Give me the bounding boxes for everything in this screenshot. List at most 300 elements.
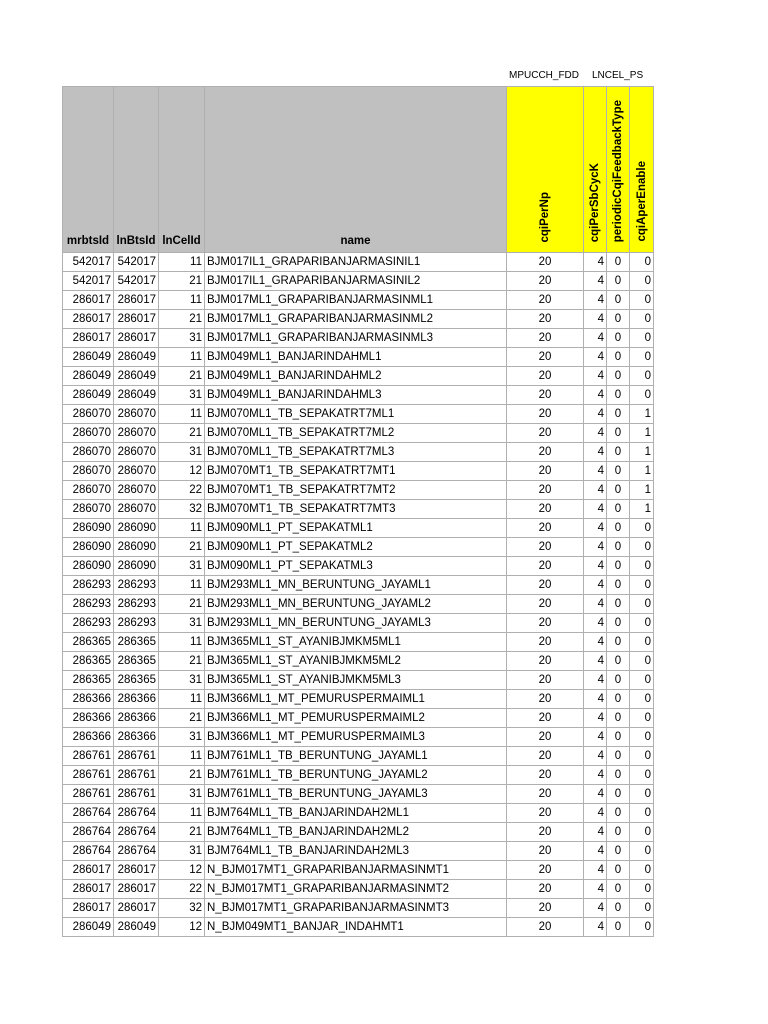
cell-mrbtsid[interactable]: 286017: [63, 310, 114, 329]
cell-mrbtsid[interactable]: 286293: [63, 614, 114, 633]
cell-cqipernp[interactable]: 20: [507, 652, 584, 671]
cell-cqipernp[interactable]: 20: [507, 576, 584, 595]
cell-lncelid[interactable]: 11: [159, 633, 205, 652]
cell-name[interactable]: BJM366ML1_MT_PEMURUSPERMAIML2: [205, 709, 507, 728]
cell-name[interactable]: BJM070MT1_TB_SEPAKATRT7MT2: [205, 481, 507, 500]
cell-lncelid[interactable]: 12: [159, 462, 205, 481]
cell-lncelid[interactable]: 31: [159, 671, 205, 690]
cell-periodiccqifeedbacktype[interactable]: 0: [607, 861, 630, 880]
cell-lncelid[interactable]: 21: [159, 310, 205, 329]
col-header-name[interactable]: name: [205, 87, 507, 253]
cell-cqipernp[interactable]: 20: [507, 747, 584, 766]
cell-lncelid[interactable]: 11: [159, 348, 205, 367]
cell-cqipernp[interactable]: 20: [507, 329, 584, 348]
cell-cqipersbcyck[interactable]: 4: [584, 538, 607, 557]
cell-lnbtsid[interactable]: 286365: [114, 652, 159, 671]
cell-cqipernp[interactable]: 20: [507, 500, 584, 519]
cell-cqiaperenable[interactable]: 0: [630, 557, 654, 576]
cell-periodiccqifeedbacktype[interactable]: 0: [607, 652, 630, 671]
cell-cqipernp[interactable]: 20: [507, 291, 584, 310]
cell-name[interactable]: BJM049ML1_BANJARINDAHML2: [205, 367, 507, 386]
cell-periodiccqifeedbacktype[interactable]: 0: [607, 424, 630, 443]
cell-cqipersbcyck[interactable]: 4: [584, 424, 607, 443]
cell-cqipernp[interactable]: 20: [507, 709, 584, 728]
cell-periodiccqifeedbacktype[interactable]: 0: [607, 386, 630, 405]
cell-cqipersbcyck[interactable]: 4: [584, 842, 607, 861]
cell-lncelid[interactable]: 12: [159, 918, 205, 937]
cell-mrbtsid[interactable]: 286070: [63, 462, 114, 481]
cell-cqipernp[interactable]: 20: [507, 614, 584, 633]
cell-cqipernp[interactable]: 20: [507, 481, 584, 500]
cell-lncelid[interactable]: 31: [159, 386, 205, 405]
cell-cqipersbcyck[interactable]: 4: [584, 348, 607, 367]
cell-periodiccqifeedbacktype[interactable]: 0: [607, 633, 630, 652]
cell-lnbtsid[interactable]: 286070: [114, 405, 159, 424]
cell-cqipernp[interactable]: 20: [507, 785, 584, 804]
cell-cqipernp[interactable]: 20: [507, 367, 584, 386]
cell-cqiaperenable[interactable]: 0: [630, 310, 654, 329]
cell-cqiaperenable[interactable]: 1: [630, 500, 654, 519]
cell-mrbtsid[interactable]: 286761: [63, 747, 114, 766]
cell-cqipernp[interactable]: 20: [507, 424, 584, 443]
cell-mrbtsid[interactable]: 286070: [63, 405, 114, 424]
cell-periodiccqifeedbacktype[interactable]: 0: [607, 405, 630, 424]
cell-name[interactable]: BJM049ML1_BANJARINDAHML1: [205, 348, 507, 367]
cell-mrbtsid[interactable]: 286049: [63, 918, 114, 937]
cell-cqiaperenable[interactable]: 0: [630, 367, 654, 386]
cell-cqipersbcyck[interactable]: 4: [584, 310, 607, 329]
cell-cqipersbcyck[interactable]: 4: [584, 614, 607, 633]
cell-lnbtsid[interactable]: 286293: [114, 576, 159, 595]
cell-name[interactable]: BJM070MT1_TB_SEPAKATRT7MT3: [205, 500, 507, 519]
cell-mrbtsid[interactable]: 286017: [63, 291, 114, 310]
cell-cqipersbcyck[interactable]: 4: [584, 823, 607, 842]
cell-periodiccqifeedbacktype[interactable]: 0: [607, 823, 630, 842]
cell-mrbtsid[interactable]: 542017: [63, 272, 114, 291]
cell-lnbtsid[interactable]: 286761: [114, 766, 159, 785]
cell-cqiaperenable[interactable]: 1: [630, 443, 654, 462]
cell-cqiaperenable[interactable]: 0: [630, 709, 654, 728]
cell-lnbtsid[interactable]: 286764: [114, 804, 159, 823]
cell-periodiccqifeedbacktype[interactable]: 0: [607, 443, 630, 462]
cell-lncelid[interactable]: 21: [159, 595, 205, 614]
cell-name[interactable]: BJM017IL1_GRAPARIBANJARMASINIL2: [205, 272, 507, 291]
cell-lncelid[interactable]: 31: [159, 329, 205, 348]
cell-periodiccqifeedbacktype[interactable]: 0: [607, 747, 630, 766]
cell-cqipernp[interactable]: 20: [507, 462, 584, 481]
cell-lnbtsid[interactable]: 286764: [114, 842, 159, 861]
cell-name[interactable]: BJM366ML1_MT_PEMURUSPERMAIML1: [205, 690, 507, 709]
table-row: [63, 405, 654, 424]
cell-name[interactable]: BJM761ML1_TB_BERUNTUNG_JAYAML1: [205, 747, 507, 766]
cell-mrbtsid[interactable]: 286070: [63, 424, 114, 443]
cell-lnbtsid[interactable]: 286761: [114, 747, 159, 766]
cell-cqiaperenable[interactable]: 0: [630, 348, 654, 367]
table-row: [63, 614, 654, 633]
cell-periodiccqifeedbacktype[interactable]: 0: [607, 785, 630, 804]
cell-lnbtsid[interactable]: 286090: [114, 557, 159, 576]
cell-cqiaperenable[interactable]: 0: [630, 253, 654, 272]
cell-cqiaperenable[interactable]: 1: [630, 405, 654, 424]
cell-cqipersbcyck[interactable]: 4: [584, 272, 607, 291]
cell-cqiaperenable[interactable]: 0: [630, 614, 654, 633]
cell-cqipersbcyck[interactable]: 4: [584, 576, 607, 595]
cell-periodiccqifeedbacktype[interactable]: 0: [607, 671, 630, 690]
cell-lnbtsid[interactable]: 286049: [114, 367, 159, 386]
cell-mrbtsid[interactable]: 286017: [63, 329, 114, 348]
cell-lncelid[interactable]: 11: [159, 291, 205, 310]
cell-cqipersbcyck[interactable]: 4: [584, 747, 607, 766]
cell-name[interactable]: N_BJM017MT1_GRAPARIBANJARMASINMT3: [205, 899, 507, 918]
cell-lnbtsid[interactable]: 286049: [114, 386, 159, 405]
cell-periodiccqifeedbacktype[interactable]: 0: [607, 481, 630, 500]
cell-mrbtsid[interactable]: 286070: [63, 443, 114, 462]
cell-cqiaperenable[interactable]: 0: [630, 842, 654, 861]
cell-lnbtsid[interactable]: 286017: [114, 310, 159, 329]
cell-lnbtsid[interactable]: 286761: [114, 785, 159, 804]
cell-mrbtsid[interactable]: 286366: [63, 728, 114, 747]
cell-lncelid[interactable]: 32: [159, 500, 205, 519]
cell-cqipersbcyck[interactable]: 4: [584, 880, 607, 899]
cell-lnbtsid[interactable]: 286017: [114, 291, 159, 310]
cell-cqipernp[interactable]: 20: [507, 519, 584, 538]
cell-cqipernp[interactable]: 20: [507, 899, 584, 918]
cell-mrbtsid[interactable]: 286090: [63, 538, 114, 557]
cell-mrbtsid[interactable]: 286070: [63, 500, 114, 519]
cell-mrbtsid[interactable]: 286049: [63, 348, 114, 367]
cell-cqiaperenable[interactable]: 0: [630, 880, 654, 899]
cell-lncelid[interactable]: 21: [159, 709, 205, 728]
cell-cqipersbcyck[interactable]: 4: [584, 329, 607, 348]
cell-cqipernp[interactable]: 20: [507, 348, 584, 367]
cell-lnbtsid[interactable]: 286366: [114, 709, 159, 728]
cell-lncelid[interactable]: 22: [159, 481, 205, 500]
cell-periodiccqifeedbacktype[interactable]: 0: [607, 253, 630, 272]
cell-name[interactable]: BJM293ML1_MN_BERUNTUNG_JAYAML1: [205, 576, 507, 595]
cell-lncelid[interactable]: 11: [159, 690, 205, 709]
cell-lncelid[interactable]: 11: [159, 519, 205, 538]
cell-lnbtsid[interactable]: 286090: [114, 538, 159, 557]
cell-cqipersbcyck[interactable]: 4: [584, 481, 607, 500]
cell-cqipernp[interactable]: 20: [507, 766, 584, 785]
cell-name[interactable]: BJM365ML1_ST_AYANIBJMKM5ML1: [205, 633, 507, 652]
cell-cqiaperenable[interactable]: 0: [630, 766, 654, 785]
cell-name[interactable]: BJM761ML1_TB_BERUNTUNG_JAYAML2: [205, 766, 507, 785]
cell-lncelid[interactable]: 21: [159, 766, 205, 785]
cell-periodiccqifeedbacktype[interactable]: 0: [607, 842, 630, 861]
cell-cqipersbcyck[interactable]: 4: [584, 690, 607, 709]
cell-cqipernp[interactable]: 20: [507, 443, 584, 462]
cell-cqipersbcyck[interactable]: 4: [584, 785, 607, 804]
cell-lnbtsid[interactable]: 286049: [114, 348, 159, 367]
cell-lncelid[interactable]: 21: [159, 823, 205, 842]
cell-cqiaperenable[interactable]: 0: [630, 823, 654, 842]
cell-periodiccqifeedbacktype[interactable]: 0: [607, 348, 630, 367]
cell-cqiaperenable[interactable]: 0: [630, 671, 654, 690]
cell-lncelid[interactable]: 22: [159, 880, 205, 899]
table-row: [63, 424, 654, 443]
cell-mrbtsid[interactable]: 286090: [63, 519, 114, 538]
cell-periodiccqifeedbacktype[interactable]: 0: [607, 595, 630, 614]
cell-cqiaperenable[interactable]: 0: [630, 291, 654, 310]
col-header-cqipernp[interactable]: [507, 87, 584, 253]
cell-cqipernp[interactable]: 20: [507, 804, 584, 823]
cell-cqiaperenable[interactable]: 0: [630, 272, 654, 291]
cell-cqiaperenable[interactable]: 1: [630, 462, 654, 481]
cell-mrbtsid[interactable]: 542017: [63, 253, 114, 272]
cell-cqiaperenable[interactable]: 0: [630, 329, 654, 348]
cell-cqiaperenable[interactable]: 0: [630, 747, 654, 766]
cell-mrbtsid[interactable]: 286070: [63, 481, 114, 500]
cell-mrbtsid[interactable]: 286365: [63, 652, 114, 671]
cell-name[interactable]: BJM070ML1_TB_SEPAKATRT7ML2: [205, 424, 507, 443]
cell-lnbtsid[interactable]: 286365: [114, 671, 159, 690]
cell-periodiccqifeedbacktype[interactable]: 0: [607, 272, 630, 291]
cell-cqiaperenable[interactable]: 0: [630, 576, 654, 595]
cell-periodiccqifeedbacktype[interactable]: 0: [607, 804, 630, 823]
cell-lncelid[interactable]: 31: [159, 557, 205, 576]
cell-periodiccqifeedbacktype[interactable]: 0: [607, 557, 630, 576]
cell-cqipernp[interactable]: 20: [507, 842, 584, 861]
cell-lnbtsid[interactable]: 542017: [114, 272, 159, 291]
cell-lnbtsid[interactable]: 286017: [114, 880, 159, 899]
cell-lncelid[interactable]: 21: [159, 367, 205, 386]
cell-cqipernp[interactable]: 20: [507, 690, 584, 709]
cell-name[interactable]: BJM764ML1_TB_BANJARINDAH2ML2: [205, 823, 507, 842]
cell-name[interactable]: BJM365ML1_ST_AYANIBJMKM5ML3: [205, 671, 507, 690]
cell-cqiaperenable[interactable]: 0: [630, 519, 654, 538]
cell-name[interactable]: BJM090ML1_PT_SEPAKATML3: [205, 557, 507, 576]
cell-cqiaperenable[interactable]: 1: [630, 424, 654, 443]
cell-lnbtsid[interactable]: 286049: [114, 918, 159, 937]
cell-periodiccqifeedbacktype[interactable]: 0: [607, 880, 630, 899]
cell-mrbtsid[interactable]: 286365: [63, 633, 114, 652]
cell-name[interactable]: BJM070ML1_TB_SEPAKATRT7ML1: [205, 405, 507, 424]
cell-cqiaperenable[interactable]: 0: [630, 652, 654, 671]
cell-cqipernp[interactable]: 20: [507, 918, 584, 937]
cell-name[interactable]: BJM366ML1_MT_PEMURUSPERMAIML3: [205, 728, 507, 747]
cell-cqiaperenable[interactable]: 0: [630, 595, 654, 614]
cell-lnbtsid[interactable]: 286070: [114, 462, 159, 481]
cell-lncelid[interactable]: 11: [159, 405, 205, 424]
cell-cqiaperenable[interactable]: 0: [630, 861, 654, 880]
cell-lnbtsid[interactable]: 286764: [114, 823, 159, 842]
cell-lnbtsid[interactable]: 286070: [114, 443, 159, 462]
cell-mrbtsid[interactable]: 286017: [63, 861, 114, 880]
col-header-periodiccqifeedbacktype[interactable]: [607, 87, 630, 253]
cell-periodiccqifeedbacktype[interactable]: 0: [607, 766, 630, 785]
cell-name[interactable]: N_BJM017MT1_GRAPARIBANJARMASINMT1: [205, 861, 507, 880]
cell-periodiccqifeedbacktype[interactable]: 0: [607, 918, 630, 937]
cell-cqipersbcyck[interactable]: 4: [584, 595, 607, 614]
cell-lnbtsid[interactable]: 286293: [114, 595, 159, 614]
cell-mrbtsid[interactable]: 286366: [63, 690, 114, 709]
cell-lncelid[interactable]: 11: [159, 747, 205, 766]
cell-name[interactable]: BJM017ML1_GRAPARIBANJARMASINML1: [205, 291, 507, 310]
cell-cqipernp[interactable]: 20: [507, 595, 584, 614]
cell-cqiaperenable[interactable]: 0: [630, 690, 654, 709]
cell-cqipernp[interactable]: 20: [507, 823, 584, 842]
cell-lncelid[interactable]: 12: [159, 861, 205, 880]
cell-lnbtsid[interactable]: 286017: [114, 329, 159, 348]
cell-lncelid[interactable]: 32: [159, 899, 205, 918]
cell-cqipersbcyck[interactable]: 4: [584, 386, 607, 405]
cell-mrbtsid[interactable]: 286366: [63, 709, 114, 728]
cell-mrbtsid[interactable]: 286764: [63, 842, 114, 861]
cell-lnbtsid[interactable]: 542017: [114, 253, 159, 272]
cell-periodiccqifeedbacktype[interactable]: 0: [607, 614, 630, 633]
cell-cqipernp[interactable]: 20: [507, 861, 584, 880]
cell-cqiaperenable[interactable]: 0: [630, 785, 654, 804]
col-header-cqipersbcyck[interactable]: [584, 87, 607, 253]
cell-cqipersbcyck[interactable]: 4: [584, 766, 607, 785]
cell-lncelid[interactable]: 11: [159, 253, 205, 272]
cell-cqiaperenable[interactable]: 0: [630, 728, 654, 747]
cell-periodiccqifeedbacktype[interactable]: 0: [607, 291, 630, 310]
cell-lncelid[interactable]: 31: [159, 728, 205, 747]
cell-cqipernp[interactable]: 20: [507, 728, 584, 747]
cell-cqipersbcyck[interactable]: 4: [584, 633, 607, 652]
cell-name[interactable]: BJM049ML1_BANJARINDAHML3: [205, 386, 507, 405]
cell-cqipersbcyck[interactable]: 4: [584, 519, 607, 538]
cell-cqipernp[interactable]: 20: [507, 633, 584, 652]
cell-name[interactable]: BJM761ML1_TB_BERUNTUNG_JAYAML3: [205, 785, 507, 804]
cell-name[interactable]: BJM090ML1_PT_SEPAKATML1: [205, 519, 507, 538]
cell-periodiccqifeedbacktype[interactable]: 0: [607, 500, 630, 519]
cell-cqipernp[interactable]: 20: [507, 880, 584, 899]
cell-lnbtsid[interactable]: 286366: [114, 690, 159, 709]
cell-lncelid[interactable]: 31: [159, 785, 205, 804]
cell-mrbtsid[interactable]: 286090: [63, 557, 114, 576]
cell-cqipersbcyck[interactable]: 4: [584, 861, 607, 880]
cell-name[interactable]: BJM017ML1_GRAPARIBANJARMASINML2: [205, 310, 507, 329]
cell-name[interactable]: BJM293ML1_MN_BERUNTUNG_JAYAML2: [205, 595, 507, 614]
cell-cqiaperenable[interactable]: 0: [630, 918, 654, 937]
cell-cqiaperenable[interactable]: 1: [630, 481, 654, 500]
cell-cqipernp[interactable]: 20: [507, 253, 584, 272]
cell-lnbtsid[interactable]: 286017: [114, 861, 159, 880]
cell-cqipernp[interactable]: 20: [507, 405, 584, 424]
cell-cqipernp[interactable]: 20: [507, 538, 584, 557]
cell-mrbtsid[interactable]: 286017: [63, 880, 114, 899]
cell-mrbtsid[interactable]: 286764: [63, 823, 114, 842]
cell-lnbtsid[interactable]: 286090: [114, 519, 159, 538]
cell-cqipersbcyck[interactable]: 4: [584, 500, 607, 519]
cell-name[interactable]: N_BJM049MT1_BANJAR_INDAHMT1: [205, 918, 507, 937]
cell-cqiaperenable[interactable]: 0: [630, 804, 654, 823]
cell-mrbtsid[interactable]: 286293: [63, 576, 114, 595]
cell-cqipersbcyck[interactable]: 4: [584, 462, 607, 481]
cell-cqiaperenable[interactable]: 0: [630, 633, 654, 652]
cell-lncelid[interactable]: 21: [159, 424, 205, 443]
cell-cqipersbcyck[interactable]: 4: [584, 671, 607, 690]
cell-name[interactable]: BJM070ML1_TB_SEPAKATRT7ML3: [205, 443, 507, 462]
cell-lncelid[interactable]: 31: [159, 842, 205, 861]
cell-periodiccqifeedbacktype[interactable]: 0: [607, 329, 630, 348]
cell-periodiccqifeedbacktype[interactable]: 0: [607, 728, 630, 747]
cell-cqipersbcyck[interactable]: 4: [584, 709, 607, 728]
cell-periodiccqifeedbacktype[interactable]: 0: [607, 576, 630, 595]
cell-name[interactable]: BJM293ML1_MN_BERUNTUNG_JAYAML3: [205, 614, 507, 633]
cell-lncelid[interactable]: 11: [159, 576, 205, 595]
col-header-lnbtsid[interactable]: lnBtsId: [114, 87, 159, 253]
cell-periodiccqifeedbacktype[interactable]: 0: [607, 519, 630, 538]
cell-lncelid[interactable]: 21: [159, 272, 205, 291]
cell-cqipernp[interactable]: 20: [507, 386, 584, 405]
cell-cqipersbcyck[interactable]: 4: [584, 728, 607, 747]
cell-lncelid[interactable]: 11: [159, 804, 205, 823]
cell-lnbtsid[interactable]: 286366: [114, 728, 159, 747]
cell-cqipernp[interactable]: 20: [507, 557, 584, 576]
cell-cqipersbcyck[interactable]: 4: [584, 253, 607, 272]
cell-mrbtsid[interactable]: 286761: [63, 766, 114, 785]
col-header-mrbtsid[interactable]: mrbtsId: [63, 87, 114, 253]
cell-name[interactable]: N_BJM017MT1_GRAPARIBANJARMASINMT2: [205, 880, 507, 899]
cell-cqipersbcyck[interactable]: 4: [584, 443, 607, 462]
cell-cqipersbcyck[interactable]: 4: [584, 918, 607, 937]
cell-lncelid[interactable]: 31: [159, 614, 205, 633]
col-header-lncelid[interactable]: lnCelId: [159, 87, 205, 253]
cell-mrbtsid[interactable]: 286049: [63, 367, 114, 386]
cell-mrbtsid[interactable]: 286764: [63, 804, 114, 823]
cell-lncelid[interactable]: 31: [159, 443, 205, 462]
cell-name[interactable]: BJM017ML1_GRAPARIBANJARMASINML3: [205, 329, 507, 348]
cell-cqipersbcyck[interactable]: 4: [584, 405, 607, 424]
cell-name[interactable]: BJM090ML1_PT_SEPAKATML2: [205, 538, 507, 557]
cell-lnbtsid[interactable]: 286070: [114, 481, 159, 500]
cell-lnbtsid[interactable]: 286017: [114, 899, 159, 918]
cell-lncelid[interactable]: 21: [159, 652, 205, 671]
cell-lnbtsid[interactable]: 286293: [114, 614, 159, 633]
cell-cqipersbcyck[interactable]: 4: [584, 367, 607, 386]
cell-name[interactable]: BJM017IL1_GRAPARIBANJARMASINIL1: [205, 253, 507, 272]
cell-mrbtsid[interactable]: 286049: [63, 386, 114, 405]
cell-name[interactable]: BJM365ML1_ST_AYANIBJMKM5ML2: [205, 652, 507, 671]
cell-periodiccqifeedbacktype[interactable]: 0: [607, 310, 630, 329]
col-header-cqiaperenable[interactable]: [630, 87, 654, 253]
cell-periodiccqifeedbacktype[interactable]: 0: [607, 538, 630, 557]
cell-name[interactable]: BJM070MT1_TB_SEPAKATRT7MT1: [205, 462, 507, 481]
cell-lnbtsid[interactable]: 286070: [114, 424, 159, 443]
cell-periodiccqifeedbacktype[interactable]: 0: [607, 367, 630, 386]
cell-lnbtsid[interactable]: 286365: [114, 633, 159, 652]
cell-cqipernp[interactable]: 20: [507, 310, 584, 329]
table-row: [63, 386, 654, 405]
cell-cqipernp[interactable]: 20: [507, 671, 584, 690]
cell-periodiccqifeedbacktype[interactable]: 0: [607, 709, 630, 728]
cell-cqipersbcyck[interactable]: 4: [584, 804, 607, 823]
cell-mrbtsid[interactable]: 286017: [63, 899, 114, 918]
cell-cqipernp[interactable]: 20: [507, 272, 584, 291]
cell-cqiaperenable[interactable]: 0: [630, 386, 654, 405]
cell-lncelid[interactable]: 21: [159, 538, 205, 557]
cell-name[interactable]: BJM764ML1_TB_BANJARINDAH2ML3: [205, 842, 507, 861]
cell-mrbtsid[interactable]: 286293: [63, 595, 114, 614]
cell-cqipersbcyck[interactable]: 4: [584, 899, 607, 918]
cell-cqiaperenable[interactable]: 0: [630, 899, 654, 918]
cell-lnbtsid[interactable]: 286070: [114, 500, 159, 519]
cell-cqipersbcyck[interactable]: 4: [584, 291, 607, 310]
cell-mrbtsid[interactable]: 286761: [63, 785, 114, 804]
cell-cqipersbcyck[interactable]: 4: [584, 652, 607, 671]
cell-periodiccqifeedbacktype[interactable]: 0: [607, 690, 630, 709]
cell-cqiaperenable[interactable]: 0: [630, 538, 654, 557]
cell-periodiccqifeedbacktype[interactable]: 0: [607, 462, 630, 481]
cell-mrbtsid[interactable]: 286365: [63, 671, 114, 690]
cell-name[interactable]: BJM764ML1_TB_BANJARINDAH2ML1: [205, 804, 507, 823]
cell-cqipersbcyck[interactable]: 4: [584, 557, 607, 576]
cell-periodiccqifeedbacktype[interactable]: 0: [607, 899, 630, 918]
